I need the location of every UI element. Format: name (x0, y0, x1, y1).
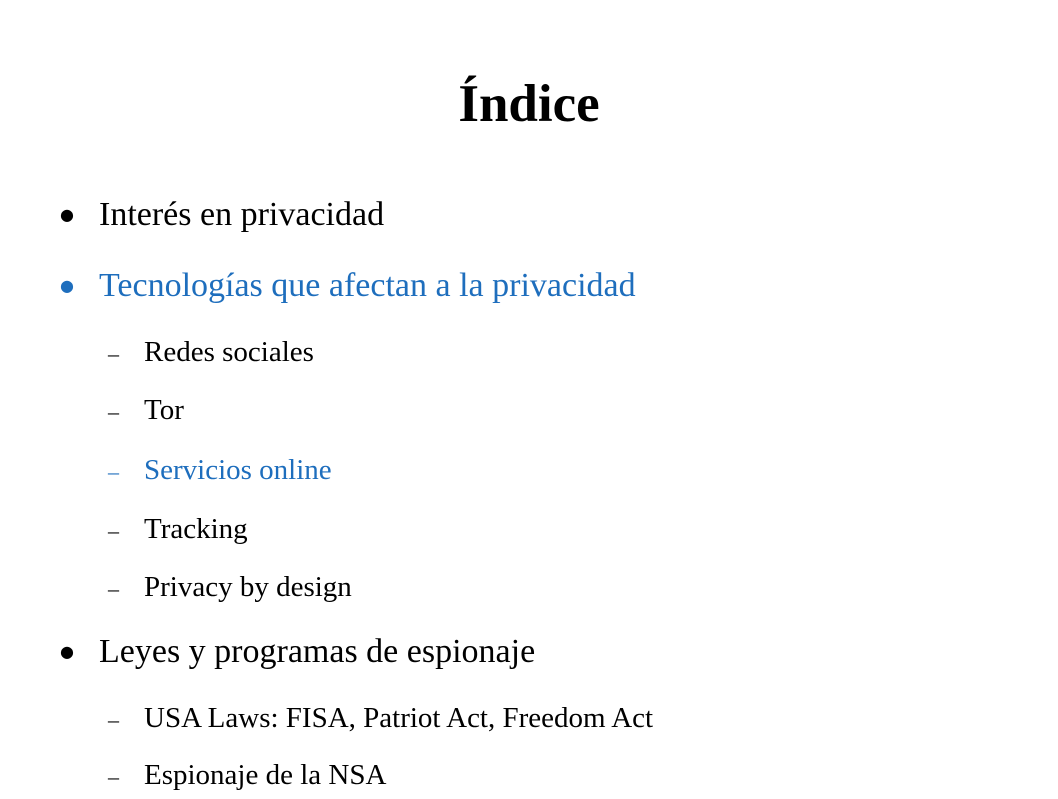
dash-icon: – (108, 764, 119, 789)
dash-icon: – (108, 341, 119, 366)
dash-icon: – (108, 707, 119, 732)
bullet-text: Leyes y programas de espionaje (99, 633, 536, 670)
dash-icon: – (108, 518, 119, 543)
sub-item-text: Espionaje de la NSA (144, 759, 387, 791)
sub-item-text: USA Laws: FISA, Patriot Act, Freedom Act (144, 702, 654, 734)
bullet-icon: ● (60, 205, 74, 224)
bullet-text: Tecnologías que afectan a la privacidad (99, 267, 636, 304)
sub-item-text: Servicios online (144, 454, 332, 486)
sub-item-text: Tor (144, 394, 184, 426)
dash-icon: – (108, 459, 119, 484)
dash-icon: – (108, 399, 119, 424)
bullet-icon: ● (60, 276, 74, 295)
sub-item-text: Tracking (144, 513, 248, 545)
dash-icon: – (108, 576, 119, 601)
slide-title: Índice (458, 75, 600, 133)
bullet-text: Interés en privacidad (99, 196, 385, 233)
bullet-icon: ● (60, 642, 74, 661)
sub-item-text: Redes sociales (144, 336, 314, 368)
sub-item-text: Privacy by design (144, 571, 352, 603)
